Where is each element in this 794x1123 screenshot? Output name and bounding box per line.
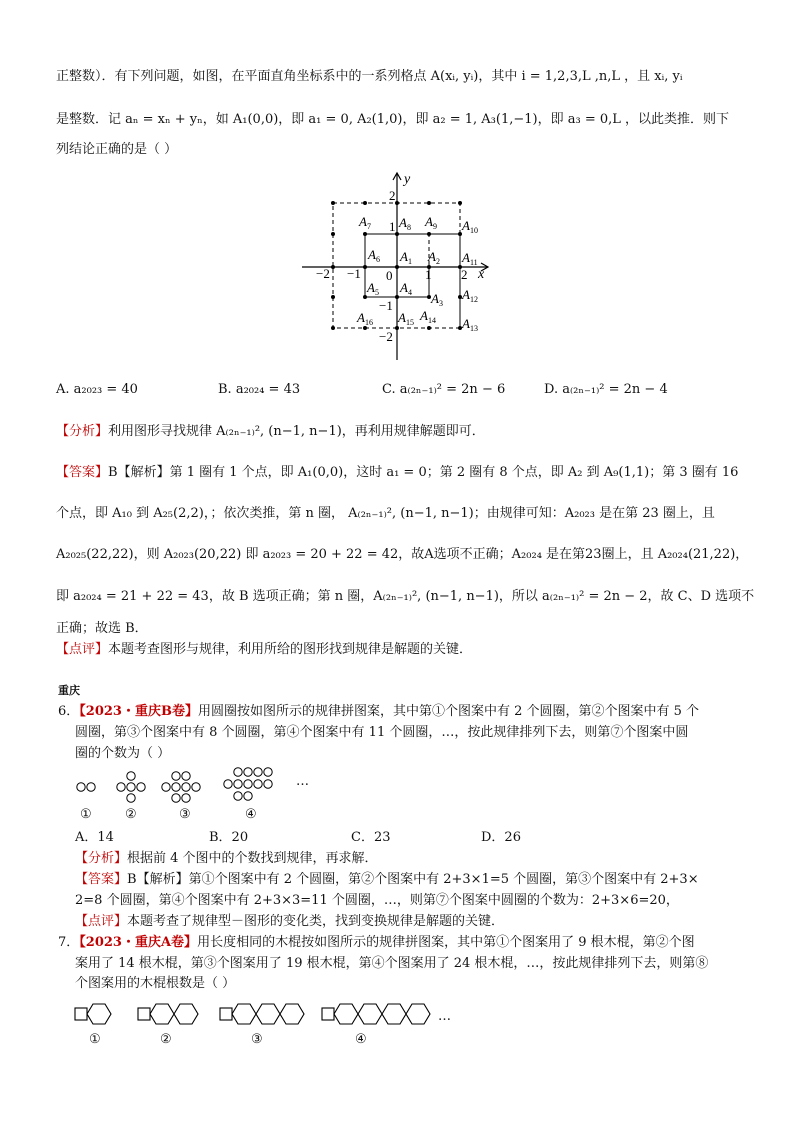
- p6-line3: 圈的个数为（ ）: [75, 746, 171, 761]
- p6-analysis: 根据前 4 个图中的个数找到规律，再求解．: [127, 851, 378, 866]
- p7-fig-label-4: ④: [355, 1032, 367, 1047]
- label-A7: $A_7$: [359, 214, 371, 231]
- p7-line3: 个图案用的木棍根数是（ ）: [75, 976, 236, 991]
- p6-ellipsis: …: [296, 774, 309, 789]
- hexagon: [174, 1004, 198, 1024]
- label-A12: $A_{12}$: [462, 287, 478, 304]
- option-a: A. a₂₀₂₃ = 40: [56, 382, 138, 397]
- label-A15: $A_{15}$: [398, 310, 414, 327]
- p6-line1: 用圆圈按如图所示的规律拼图案，其中第①个图案中有 2 个圆圈，第②个图案中有 5 个: [197, 704, 700, 719]
- p6-source: 【2023・重庆B卷】: [79, 704, 198, 719]
- p6-line2: 圆圈，第③个图案中有 8 个圆圈，第④个图案中有 11 个圆圈，…，按此规律排列下去，则第⑦个图案中圆: [75, 725, 689, 740]
- label-A13: $A_{13}$: [462, 316, 478, 333]
- p5-comment: 本题考查图形与规律，利用所给的图形找到规律是解题的关键．: [108, 642, 473, 657]
- p5-answer-line5: 正确；故选 B．: [56, 621, 148, 636]
- p6-fig-label-3: ③: [179, 807, 191, 822]
- hexagon: [87, 1004, 111, 1024]
- label-A8: $A_8$: [399, 215, 411, 232]
- p6-option-a: A．14: [75, 830, 114, 845]
- p5-answer-tag: 【答案】: [56, 465, 109, 480]
- origin-label: 0: [386, 268, 393, 283]
- p7-fig-label-3: ③: [251, 1032, 263, 1047]
- square: [75, 1008, 87, 1020]
- label-A10: $A_{10}$: [462, 218, 478, 235]
- p7-fig-label-1: ①: [89, 1032, 101, 1047]
- p6-answer-line1: B【解析】第①个图案中有 2 个圆圈，第②个图案中有 2+3×1=5 个圆圈，第③个图案中有 2+3×: [127, 872, 699, 887]
- tick-x-2: 2: [461, 267, 468, 282]
- p5-line2: 是整数．记 aₙ = xₙ + yₙ，如 A₁(0,0)，即 a₁ = 0, A₂(1,0)，即 a₂ = 1, A₃(1,−1)，即 a₃ = 0,L ，以此类推．则下: [56, 112, 730, 127]
- label-A9: $A_9$: [425, 214, 437, 231]
- tick-y-1: 1: [389, 219, 396, 234]
- label-A16: $A_{16}$: [357, 310, 373, 327]
- hexagon: [150, 1004, 174, 1024]
- hexagon: [406, 1004, 430, 1024]
- p5-answer-line4: 即 a₂₀₂₄ = 21 + 22 = 43，故 B 选项正确；第 n 圈，A₍₂ₙ₋₁₎², (n−1, n−1)，所以 a₍₂ₙ₋₁₎² = 2n − 2，故 C、D 选项不: [56, 589, 755, 604]
- tick-y-neg2: −2: [379, 329, 393, 344]
- tick-x-neg1: −1: [347, 266, 361, 281]
- label-A6: $A_6$: [368, 247, 380, 264]
- label-A2: $A_2$: [428, 249, 440, 266]
- p5-analysis: 利用图形寻找规律 A₍₂ₙ₋₁₎², (n−1, n−1)，再利用规律解题即可．: [108, 424, 485, 439]
- p6-fig-label-1: ①: [80, 807, 92, 822]
- option-b: B. a₂₀₂₄ = 43: [218, 382, 301, 397]
- hexagon: [232, 1004, 256, 1024]
- hexagon: [358, 1004, 382, 1024]
- p5-analysis-tag: 【分析】: [56, 424, 109, 439]
- p7-line2: 案用了 14 根木棍，第③个图案用了 19 根木棍，第④个图案用了 24 根木棍，…，按此规律排列下去，则第⑧: [75, 956, 709, 971]
- square: [138, 1008, 150, 1020]
- label-A5: $A_5$: [367, 280, 379, 297]
- section-label: 重庆: [58, 684, 80, 697]
- p6-fig-label-2: ②: [125, 807, 137, 822]
- hexagon: [280, 1004, 304, 1024]
- option-c: C. a₍₂ₙ₋₁₎² = 2n − 6: [382, 382, 506, 397]
- tick-y-neg1: −1: [379, 298, 393, 313]
- label-A4: $A_4$: [400, 280, 412, 297]
- label-A11: $A_{11}$: [462, 250, 478, 267]
- hexagon: [334, 1004, 358, 1024]
- label-A1: $A_1$: [400, 249, 412, 266]
- p5-answer-line3: A₂₀₂₅(22,22)，则 A₂₀₂₃(20,22) 即 a₂₀₂₃ = 20 + 22 = 42，故A选项不正确；A₂₀₂₄ 是在第23圈上，且 A₂₀₂₄(21,22)，: [56, 547, 749, 562]
- hexagon: [256, 1004, 280, 1024]
- p6-option-b: B．20: [209, 830, 249, 845]
- p5-answer-line1: B【解析】第 1 圈有 1 个点，即 A₁(0,0)，这时 a₁ = 0；第 2 圈有 8 个点，即 A₂ 到 A₉(1,1)；第 3 圈有 16: [108, 465, 739, 480]
- p6-fig-label-4: ④: [245, 807, 257, 822]
- axis-y-label: y: [404, 172, 411, 187]
- p6-comment: 本题考查了规律型－图形的变化类，找到变换规律是解题的关键．: [127, 914, 505, 929]
- label-A3: $A_3$: [431, 291, 443, 308]
- p7-line1: 用长度相同的木棍按如图所示的规律拼图案，其中第①个图案用了 9 根木棍，第②个图: [197, 935, 695, 950]
- p6-answer-line2: 2=8 个圆圈，第④个图案中有 2+3×3=11 个圆圈，…，则第⑦个图案中圆圈的个数为：2+3×6=20，: [75, 893, 679, 908]
- label-A14: $A_{14}$: [420, 308, 436, 325]
- option-d: D. a₍₂ₙ₋₁₎² = 2n − 4: [544, 382, 668, 397]
- p5-comment-tag: 【点评】: [56, 642, 109, 657]
- p7-fig-label-2: ②: [160, 1032, 172, 1047]
- p6-option-d: D．26: [481, 830, 521, 845]
- p7-source: 【2023・重庆A卷】: [79, 935, 198, 950]
- tick-y-2: 2: [389, 188, 396, 203]
- p5-line3: 列结论正确的是（ ）: [56, 142, 178, 157]
- p7-number: 7．: [58, 935, 80, 950]
- square: [322, 1008, 334, 1020]
- tick-x-neg2: −2: [316, 266, 330, 281]
- hexagon: [382, 1004, 406, 1024]
- tick-x-1: 1: [425, 267, 432, 282]
- axis-x-label: x: [478, 267, 485, 282]
- p6-analysis-tag: 【分析】: [75, 851, 128, 866]
- p7-ellipsis: …: [438, 1009, 451, 1024]
- square: [220, 1008, 232, 1020]
- p6-answer-tag: 【答案】: [75, 872, 128, 887]
- p5-line1: 正整数）．有下列问题，如图，在平面直角坐标系中的一系列格点 A(xᵢ, yᵢ)，其中 i = 1,2,3,L ,n,L ，且 xᵢ, yᵢ: [56, 69, 683, 84]
- p6-comment-tag: 【点评】: [75, 914, 128, 929]
- p6-option-c: C．23: [351, 830, 391, 845]
- p5-answer-line2: 个点，即 A₁₀ 到 A₂₅(2,2)，；依次类推，第 n 圈， A₍₂ₙ₋₁₎², (n−1, n−1)；由规律可知：A₂₀₂₃ 是在第 23 圈上，且: [56, 506, 715, 521]
- p6-number: 6．: [58, 704, 80, 719]
